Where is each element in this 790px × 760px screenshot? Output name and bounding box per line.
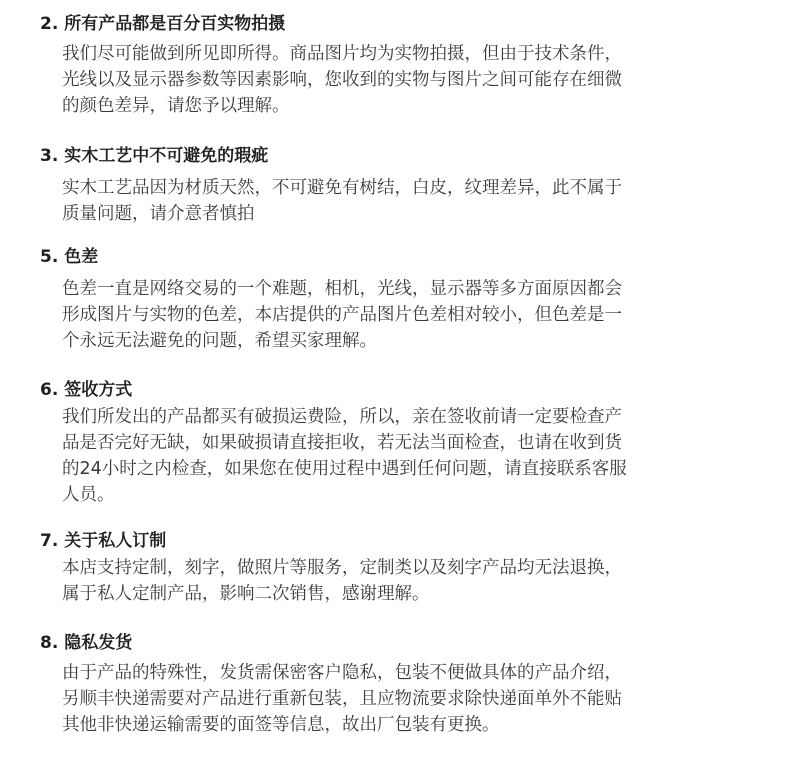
section-heading: 8. 隐私发货	[40, 633, 133, 653]
section-text-line: 色差一直是网络交易的一个难题，相机，光线，显示器等多方面原因都会	[62, 279, 622, 299]
section-text-line: 个永远无法避免的问题，希望买家理解。	[62, 331, 377, 351]
section-color-difference	[40, 246, 770, 354]
section-text-line: 形成图片与实物的色差，本店提供的产品图片色差相对较小，但色差是一	[62, 305, 622, 325]
section-private-customization	[40, 530, 770, 607]
section-text-line: 的颜色差异，请您予以理解。	[62, 96, 290, 116]
section-private-shipping	[40, 632, 770, 738]
section-text-line: 另顺丰快递需要对产品进行重新包装，且应物流要求除快递面单外不能贴	[62, 689, 622, 709]
section-text-line: 我们尽可能做到所见即所得。商品图片均为实物拍摄，但由于技术条件，	[62, 44, 622, 64]
section-heading: 6. 签收方式	[40, 380, 133, 400]
section-text-line: 质量问题，请介意者慎拍	[62, 204, 255, 224]
section-text-line: 本店支持定制，刻字，做照片等服务，定制类以及刻字产品均无法退换，	[62, 558, 622, 578]
section-heading: 5. 色差	[40, 247, 99, 267]
section-heading: 2. 所有产品都是百分百实物拍摄	[40, 14, 286, 34]
section-real-photos	[40, 13, 770, 119]
section-text-line: 由于产品的特殊性，发货需保密客户隐私，包装不便做具体的产品介绍，	[62, 663, 622, 683]
section-signing-method	[40, 379, 770, 508]
section-text-line: 的24小时之内检查，如果您在使用过程中遇到任何问题，请直接联系客服	[62, 459, 627, 479]
section-text-line: 实木工艺品因为材质天然，不可避免有树结，白皮，纹理差异，此不属于	[62, 178, 622, 198]
section-wood-flaws	[40, 145, 770, 227]
section-text-line: 品是否完好无缺，如果破损请直接拒收，若无法当面检查，也请在收到货	[62, 433, 622, 453]
section-text-line: 人员。	[62, 485, 115, 505]
section-text-line: 光线以及显示器参数等因素影响，您收到的实物与图片之间可能存在细微	[62, 70, 622, 90]
section-text-line: 其他非快递运输需要的面签等信息，故出厂包装有更换。	[62, 715, 500, 735]
section-text-line: 属于私人定制产品，影响二次销售，感谢理解。	[62, 584, 430, 604]
section-text-line: 我们所发出的产品都买有破损运费险，所以，亲在签收前请一定要检查产	[62, 407, 622, 427]
section-heading: 3. 实木工艺中不可避免的瑕疵	[40, 146, 269, 166]
section-heading: 7. 关于私人订制	[40, 531, 167, 551]
